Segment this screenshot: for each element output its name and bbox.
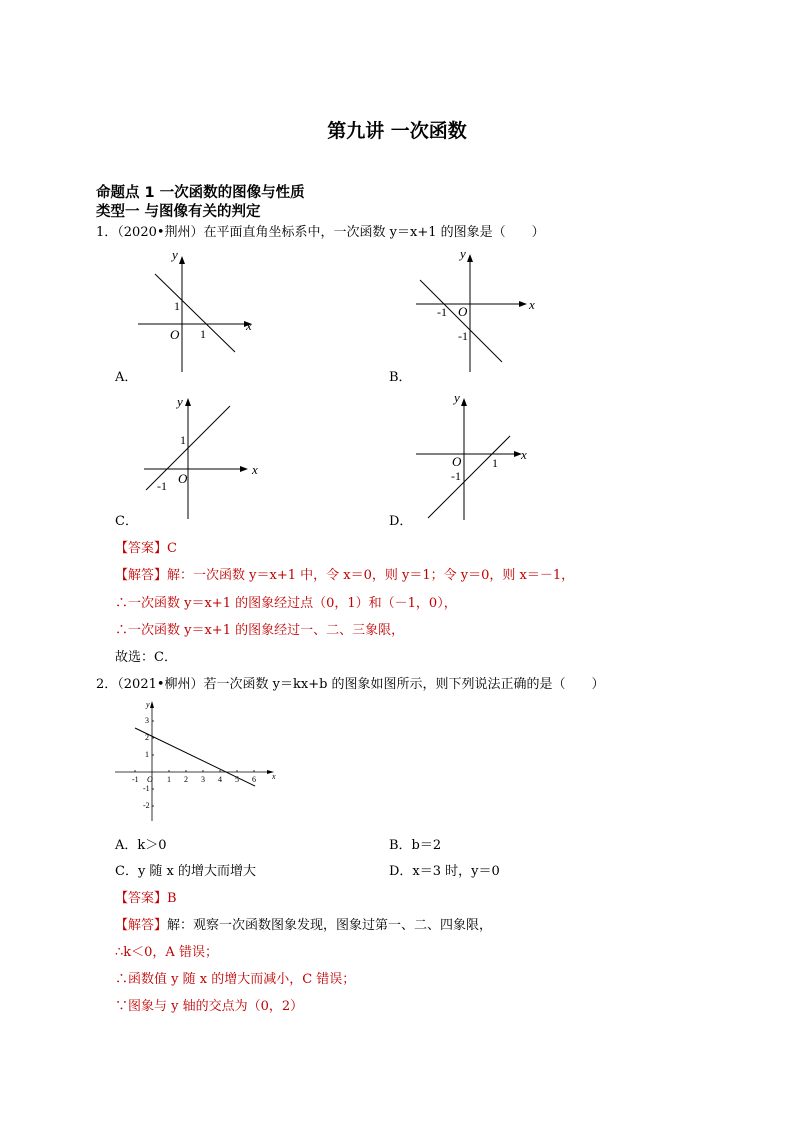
q1-graph-a — [130, 244, 270, 374]
y-axis-label: y — [177, 394, 183, 409]
q2-solution-line-2: ∴k＜0，A 错误； — [115, 945, 218, 960]
q2-option-c: C．y 随 x 的增大而增大 — [115, 864, 257, 879]
subsection-heading: 类型一 与图像有关的判定 — [96, 204, 261, 220]
q1-solution-line-2: ∴一次函数 y＝x+1 的图象经过点（0，1）和（－1，0）， — [115, 596, 457, 611]
q2-option-b: B．b＝2 — [389, 838, 442, 853]
q2-option-d: D．x＝3 时，y＝0 — [389, 864, 500, 879]
x-axis-label: x — [272, 772, 276, 781]
x-axis-label: x — [529, 297, 535, 312]
y-tick-label: -1 — [143, 784, 150, 793]
q2-stem: 2．（2021•柳州）若一次函数 y＝kx+b 的图象如图所示，则下列说法正确的是（ ） — [96, 677, 605, 692]
x-tick-label: 2 — [184, 775, 188, 784]
q1-option-a: A． — [115, 370, 138, 385]
origin-label: O — [170, 327, 180, 342]
answer-value: C — [167, 541, 177, 556]
solution-tag: 【解答】 — [115, 918, 168, 933]
x-tick-label: 5 — [235, 775, 239, 784]
y-axis-label: y — [146, 700, 150, 709]
x-intercept-label: 1 — [492, 456, 498, 470]
q1-graph-c — [140, 392, 280, 522]
q2-option-a: A．k＞0 — [115, 838, 167, 853]
q1-graph-d — [410, 390, 550, 522]
q2-solution-line-1 — [115, 914, 492, 933]
q1-option-d: D． — [389, 514, 413, 529]
x-tick-label: -1 — [132, 775, 139, 784]
q2-answer — [115, 887, 177, 906]
y-tick-label: 3 — [145, 716, 149, 725]
y-intercept-label: 1 — [174, 299, 180, 313]
origin-label: O — [458, 304, 468, 319]
y-axis-label: y — [460, 246, 466, 261]
answer-value: B — [167, 891, 177, 906]
q1-graph-b — [410, 246, 550, 376]
y-intercept-label: 1 — [180, 433, 186, 447]
y-intercept-label: -1 — [451, 469, 461, 483]
origin-label: O — [452, 454, 462, 469]
q2-solution-line-3: ∴函数值 y 随 x 的增大而减小，C 错误； — [115, 972, 356, 987]
x-tick-label: 6 — [252, 775, 256, 784]
y-axis-label: y — [172, 247, 178, 262]
q2-solution-line-4: ∵图象与 y 轴的交点为（0，2） — [115, 999, 304, 1014]
origin-label: O — [178, 471, 188, 486]
answer-tag: 【答案】 — [115, 541, 168, 556]
x-intercept-label: -1 — [437, 305, 447, 319]
solution-tag: 【解答】 — [115, 568, 168, 583]
x-axis-label: x — [252, 462, 258, 477]
x-axis-label: x — [521, 447, 527, 462]
q1-solution-line-1 — [115, 564, 574, 583]
q1-option-b: B． — [389, 370, 412, 385]
solution-text: 解：一次函数 y＝x+1 中，令 x＝0，则 y＝1；令 y＝0，则 x＝－1， — [167, 568, 575, 583]
x-tick-label: 4 — [218, 775, 222, 784]
x-tick-label: 3 — [201, 775, 205, 784]
x-intercept-label: 1 — [200, 327, 206, 341]
answer-tag: 【答案】 — [115, 891, 168, 906]
q1-option-c: C． — [115, 514, 138, 529]
q1-answer — [115, 537, 177, 556]
y-tick-label: -2 — [143, 801, 150, 810]
solution-text: 解：观察一次函数图象发现，图象过第一、二、四象限， — [167, 918, 493, 933]
page-title: 第九讲 一次函数 — [327, 120, 467, 142]
y-tick-label: 1 — [145, 750, 149, 759]
q1-solution-line-4: 故选：C． — [115, 650, 177, 665]
x-axis-label: x — [246, 318, 252, 333]
q2-graph — [110, 695, 290, 830]
section-heading: 命题点 1 一次函数的图像与性质 — [96, 185, 305, 201]
y-axis-label: y — [454, 390, 460, 405]
y-tick-label: 2 — [145, 733, 149, 742]
y-intercept-label: -1 — [458, 329, 468, 343]
x-tick-label: 1 — [167, 775, 171, 784]
x-intercept-label: -1 — [157, 479, 167, 493]
origin-label: O — [147, 775, 153, 784]
q1-stem: 1．（2020•荆州）在平面直角坐标系中，一次函数 y＝x+1 的图象是（ ） — [96, 225, 545, 240]
q1-solution-line-3: ∴一次函数 y＝x+1 的图象经过一、二、三象限， — [115, 623, 405, 638]
